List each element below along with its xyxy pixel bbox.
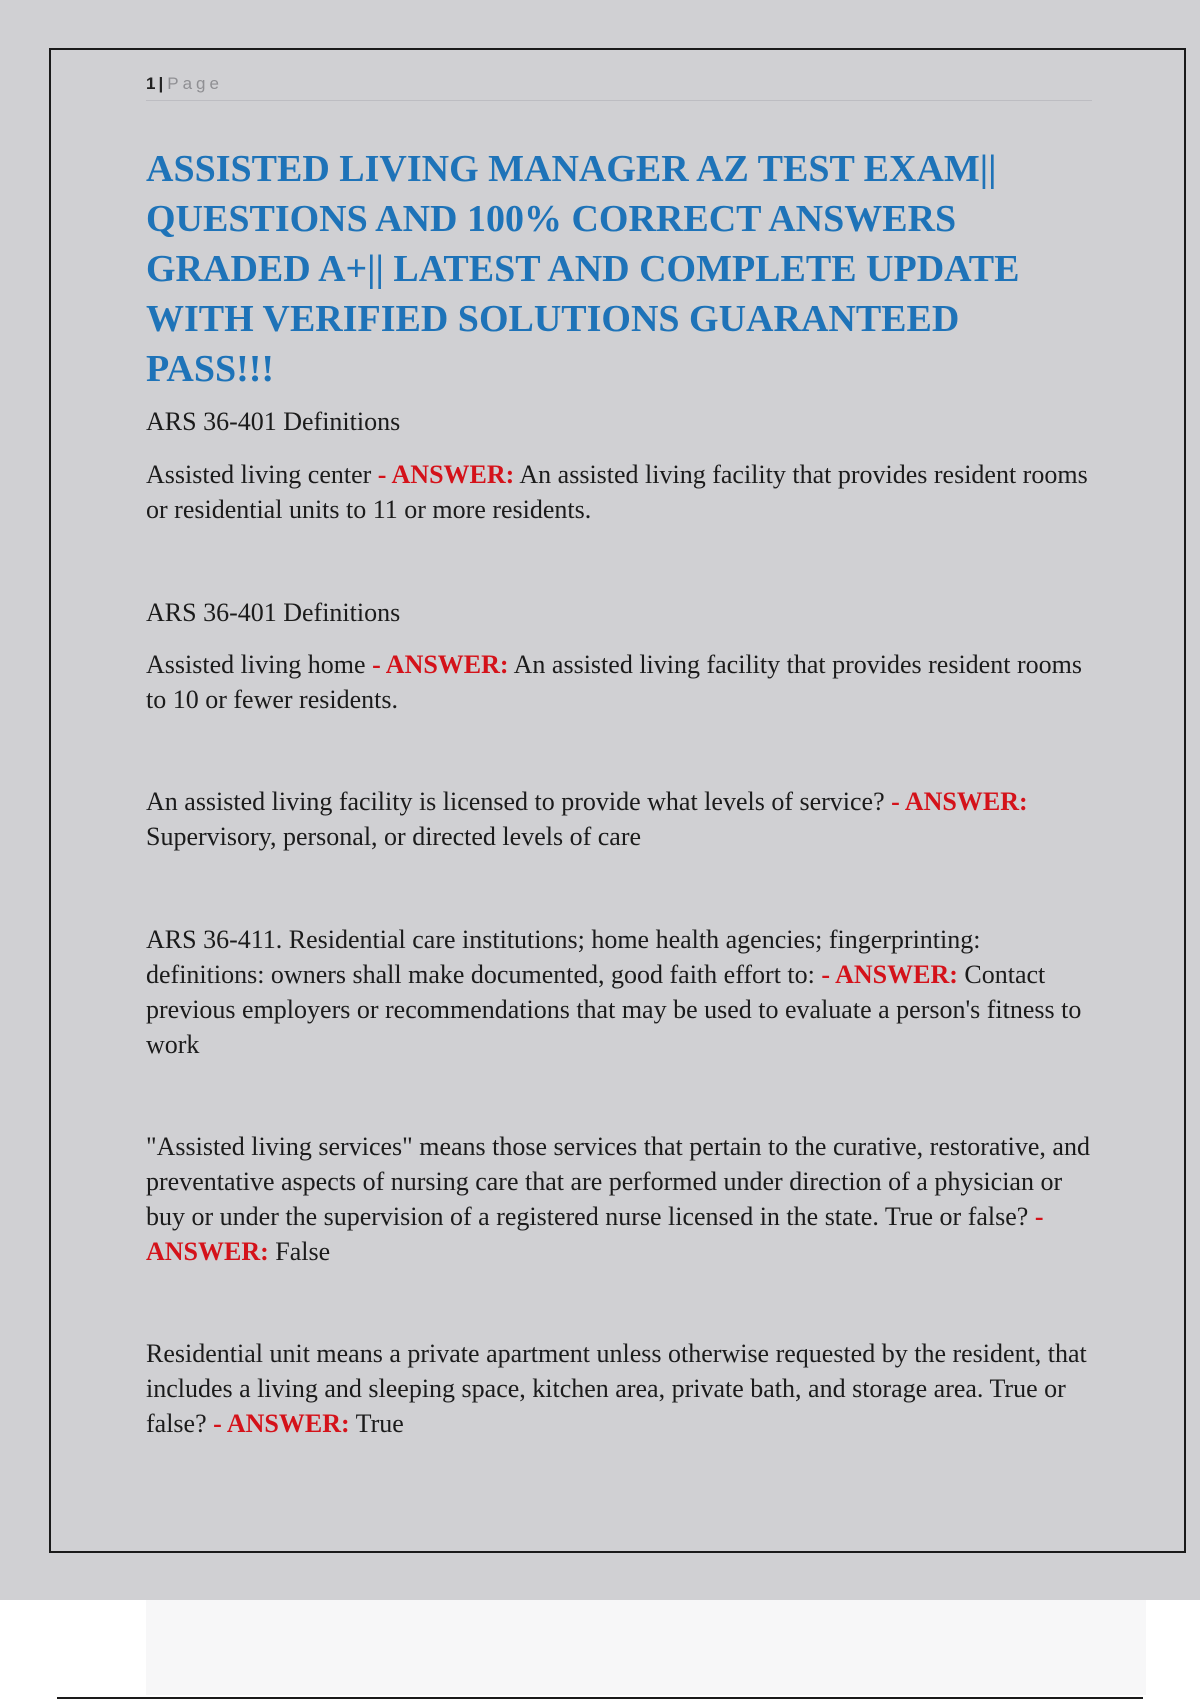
page-number-header: [146, 74, 223, 94]
answer-text: Contact previous employers or recommendations that may be used to evaluate a person's fitness to work: [146, 960, 1082, 1059]
question-text: Assisted living home: [146, 650, 366, 679]
page-number: 1: [146, 74, 156, 93]
answer-label: - ANSWER:: [146, 1202, 1044, 1266]
answer-text: An assisted living facility that provides resident rooms or residential units to 11 or more residents.: [146, 460, 1088, 524]
question-text: "Assisted living services" means those services that pertain to the curative, restorative, and preventative aspects of nursing care that are performed under direction of a physician or buy or under the supervision of a registered nurse licensed in the state. True or false?: [146, 1132, 1090, 1231]
answer-label: - ANSWER:: [377, 460, 515, 489]
question-text: Assisted living center: [146, 460, 372, 489]
page-label: Page: [167, 74, 223, 93]
answer-text: An assisted living facility that provides resident rooms to 10 or fewer residents.: [146, 650, 1082, 714]
header-divider: [146, 100, 1092, 101]
qa-heading: ARS 36-401 Definitions: [146, 407, 401, 436]
answer-label: - ANSWER:: [891, 787, 1028, 816]
question-text: An assisted living facility is licensed to provide what levels of service?: [146, 787, 885, 816]
answer-label: - ANSWER:: [372, 650, 509, 679]
qa-item: [146, 1336, 1096, 1441]
document-body: [146, 144, 1096, 1441]
question-text: ARS 36-411. Residential care institutions; home health agencies; fingerprinting: definitions: owners shall make documented, good faith effort to:: [146, 925, 981, 989]
qa-item: [146, 1129, 1096, 1269]
qa-heading: ARS 36-401 Definitions: [146, 598, 401, 627]
qa-item: [146, 647, 1096, 717]
answer-text: False: [275, 1237, 331, 1266]
next-page-border: [57, 1697, 1143, 1699]
qa-item: [146, 457, 1096, 527]
answer-label: - ANSWER:: [213, 1409, 350, 1438]
page-separator: |: [158, 74, 164, 93]
answer-text: True: [355, 1409, 404, 1438]
next-page-preview: [146, 1600, 1146, 1695]
qa-item: [146, 784, 1096, 854]
answer-label: - ANSWER:: [821, 960, 958, 989]
qa-item: [146, 922, 1096, 1062]
question-text: Residential unit means a private apartment unless otherwise requested by the resident, that includes a living and sleeping space, kitchen area, private bath, and storage area. True or false?: [146, 1339, 1087, 1438]
answer-text: Supervisory, personal, or directed levels of care: [146, 822, 642, 851]
document-title: ASSISTED LIVING MANAGER AZ TEST EXAM|| QUESTIONS AND 100% CORRECT ANSWERS GRADED A+|| LATEST AND COMPLETE UPDATE WITH VERIFIED SOLUTIONS GUARANTEED PASS!!!: [146, 148, 1020, 390]
